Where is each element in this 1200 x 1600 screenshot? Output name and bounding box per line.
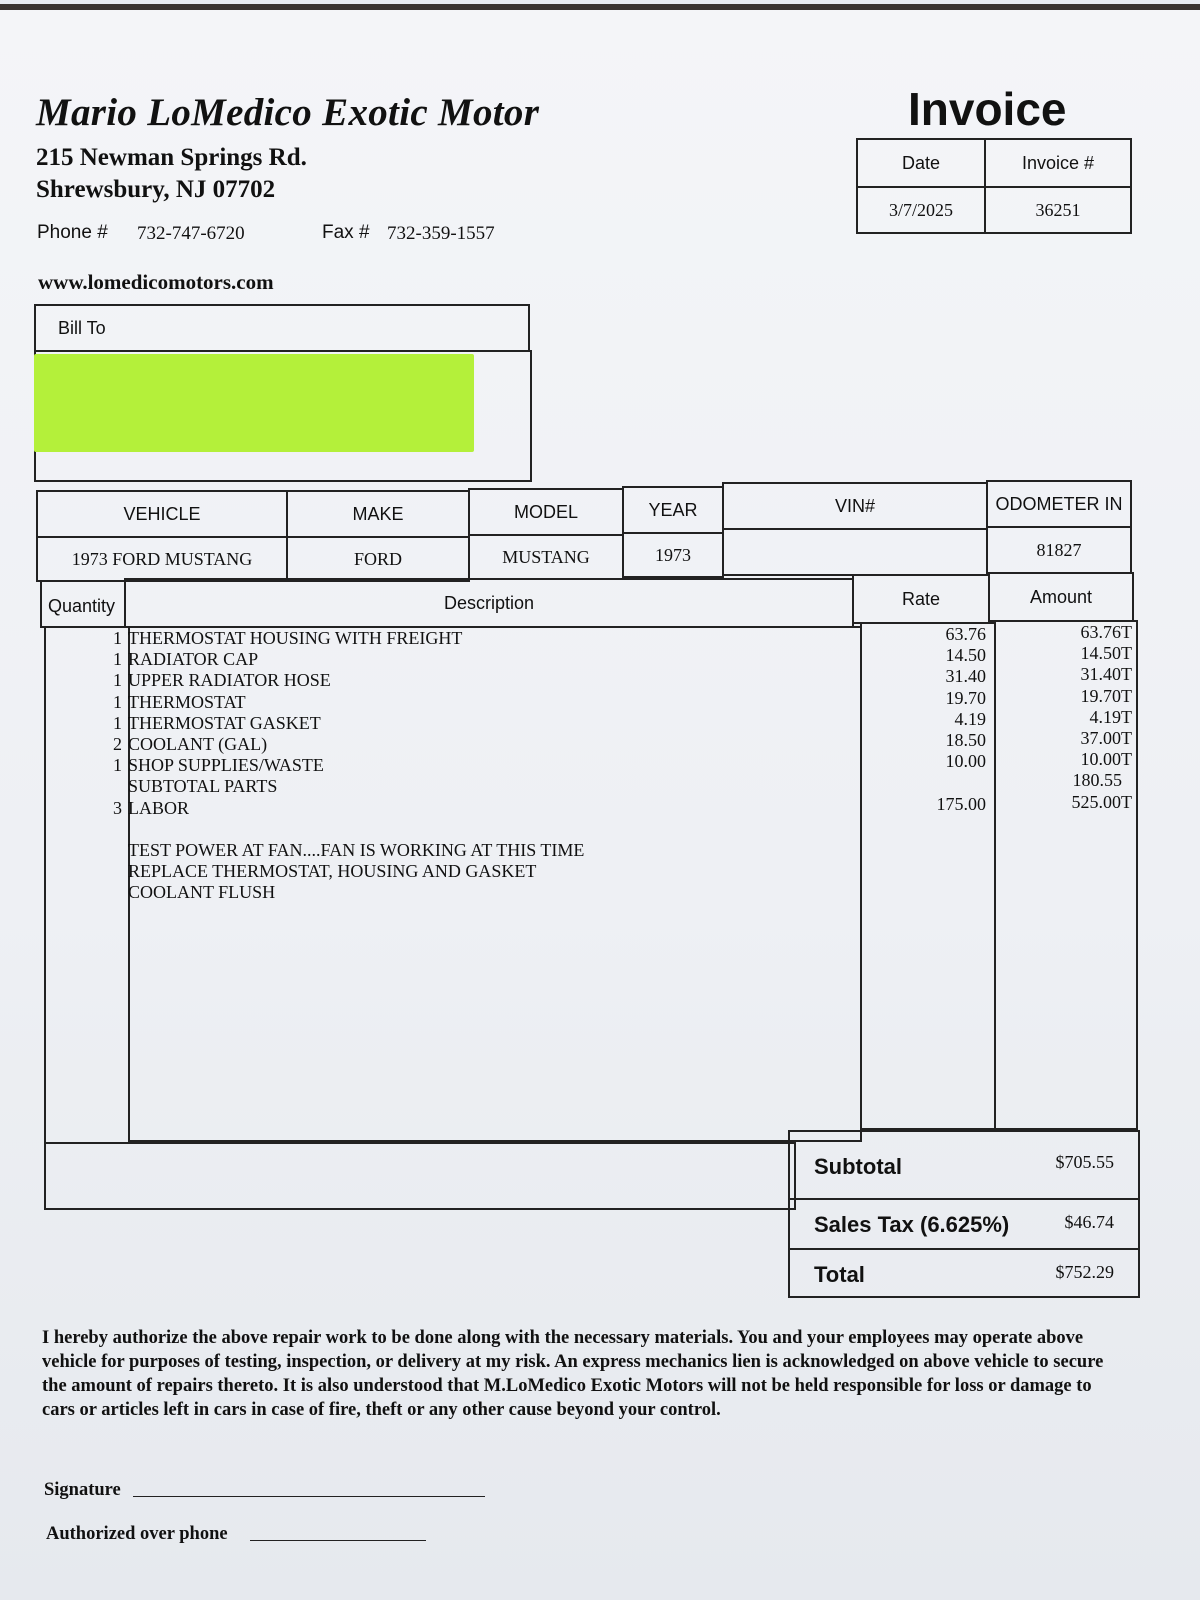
item-desc: THERMOSTAT HOUSING WITH FREIGHT	[128, 628, 463, 648]
odometer-value-cell	[986, 526, 1132, 574]
item-desc: TEST POWER AT FAN....FAN IS WORKING AT THIS TIME	[128, 840, 585, 861]
model-header: MODEL	[513, 501, 578, 522]
year-value-cell	[622, 532, 724, 578]
date-header-cell	[856, 138, 986, 188]
company-name: Mario LoMedico Exotic Motor	[36, 91, 540, 134]
total-label: Total	[814, 1262, 865, 1287]
item-amount: 63.76T	[1080, 622, 1132, 642]
sales-tax-label: Sales Tax (6.625%)	[814, 1212, 1010, 1237]
item-qty: 1	[113, 755, 122, 776]
item-desc: COOLANT FLUSH	[128, 882, 276, 903]
item-qty: 1	[113, 691, 122, 712]
phone-label: Phone #	[37, 222, 108, 243]
item-desc: THERMOSTAT GASKET	[128, 712, 321, 733]
model-value: MUSTANG	[502, 546, 590, 567]
make-header: MAKE	[352, 503, 404, 524]
item-rate: 10.00	[945, 751, 986, 772]
fax-label: Fax #	[322, 222, 370, 243]
item-rate: 31.40	[945, 666, 986, 687]
signature-line[interactable]	[133, 1496, 485, 1497]
item-desc: SHOP SUPPLIES/WASTE	[128, 755, 324, 776]
amount-lines	[996, 622, 1132, 813]
authorization-terms: I hereby authorize the above repair work to be done along with the necessary materials. You and your employees may operate above vehicle for purposes of testing, inspection, or delivery at my risk. An express mechanics lien is acknowledged on above vehicle to secure the amount of repairs thereto. It is also understood that M.LoMedico Exotic Motors will not be held responsible for loss or damage to cars or articles left in cars in case of fire, theft or any other cause beyond your control.	[42, 1328, 1104, 1420]
signature-label: Signature	[44, 1480, 121, 1500]
item-rate: 63.76	[945, 624, 986, 644]
authorized-over-phone-line[interactable]	[250, 1540, 426, 1541]
description-lines	[128, 628, 848, 904]
invoice-number-header-cell	[984, 138, 1132, 188]
vin-value-cell	[722, 528, 988, 576]
total-cell	[788, 1248, 1140, 1298]
invoice-page	[0, 4, 1200, 1600]
item-amount: 14.50T	[1080, 643, 1132, 664]
amount-header: Amount	[1029, 586, 1093, 607]
item-qty: 2	[113, 734, 122, 755]
company-address-line2: Shrewsbury, NJ 07702	[36, 176, 276, 203]
rate-lines	[862, 624, 986, 815]
bill-to-label: Bill To	[58, 318, 106, 338]
vin-header: VIN#	[834, 495, 876, 516]
authorized-over-phone-label: Authorized over phone	[46, 1524, 228, 1544]
item-desc: THERMOSTAT	[128, 691, 246, 712]
item-qty: 1	[113, 712, 122, 733]
item-qty: 1	[113, 649, 122, 670]
item-desc: UPPER RADIATOR HOSE	[128, 670, 331, 691]
odometer-header-cell	[986, 480, 1132, 528]
item-qty: 1	[113, 670, 122, 691]
invoice-date: 3/7/2025	[888, 199, 953, 220]
vehicle-value: 1973 FORD MUSTANG	[71, 548, 253, 569]
total-value: $752.29	[1055, 1262, 1114, 1282]
item-amount: 525.00T	[1071, 791, 1132, 812]
item-rate	[862, 772, 986, 793]
quantity-header: Quantity	[48, 596, 116, 616]
item-amount: 10.00T	[1080, 749, 1132, 770]
model-header-cell	[468, 488, 624, 536]
date-label: Date	[901, 152, 941, 173]
subtotal-value: $705.55	[1055, 1152, 1114, 1172]
year-header-cell	[622, 486, 724, 534]
quantity-header-cell	[40, 580, 126, 628]
item-rate: 18.50	[945, 730, 986, 751]
rate-header: Rate	[901, 588, 941, 609]
make-header-cell	[286, 490, 470, 538]
vehicle-header: VEHICLE	[123, 503, 201, 524]
sales-tax-cell	[788, 1198, 1140, 1250]
item-amount: 31.40T	[1080, 664, 1132, 685]
item-desc: RADIATOR CAP	[128, 649, 259, 670]
year-header: YEAR	[648, 499, 698, 520]
make-value: FORD	[353, 548, 402, 569]
subtotal-cell	[788, 1130, 1140, 1200]
item-desc: REPLACE THERMOSTAT, HOUSING AND GASKET	[128, 861, 537, 882]
invoice-number-label: Invoice #	[1021, 152, 1095, 173]
odometer-header: ODOMETER IN	[995, 493, 1123, 514]
rate-header-cell	[852, 574, 990, 624]
subtotal-label: Subtotal	[814, 1154, 902, 1179]
item-desc: COOLANT (GAL)	[128, 734, 268, 755]
item-amount: 180.55	[1072, 770, 1122, 791]
odometer-value: 81827	[1036, 539, 1082, 560]
vehicle-header-cell	[36, 490, 288, 538]
phone-number: 732-747-6720	[137, 223, 245, 244]
item-amount: 19.70T	[1080, 685, 1132, 706]
item-desc: LABOR	[128, 797, 190, 818]
item-amount: 37.00T	[1080, 728, 1132, 749]
item-rate: 4.19	[954, 708, 986, 729]
bill-to-header-cell	[34, 304, 530, 352]
item-rate: 19.70	[945, 687, 986, 708]
notes-box	[44, 1142, 796, 1210]
item-qty: 1	[113, 628, 122, 648]
date-value-cell	[856, 186, 986, 234]
item-desc	[128, 819, 848, 840]
invoice-number: 36251	[1035, 199, 1081, 220]
redaction-mark	[34, 354, 474, 452]
fax-number: 732-359-1557	[387, 223, 495, 244]
sales-tax-value: $46.74	[1064, 1212, 1114, 1232]
vehicle-value-cell	[36, 536, 288, 582]
item-qty	[44, 776, 122, 797]
background-strip	[0, 4, 1200, 10]
year-value: 1973	[655, 544, 691, 565]
description-header-cell	[124, 578, 854, 628]
invoice-title: Invoice	[908, 83, 1067, 135]
model-value-cell	[468, 534, 624, 580]
description-header: Description	[443, 592, 535, 613]
company-address-line1: 215 Newman Springs Rd.	[36, 144, 307, 171]
invoice-number-value-cell	[984, 186, 1132, 234]
make-value-cell	[286, 536, 470, 582]
item-rate: 175.00	[936, 793, 986, 814]
quantity-lines	[44, 628, 122, 819]
item-desc: SUBTOTAL PARTS	[128, 776, 278, 797]
company-website: www.lomedicomotors.com	[38, 270, 274, 294]
item-qty: 3	[113, 797, 122, 818]
item-rate: 14.50	[945, 645, 986, 666]
vin-header-cell	[722, 482, 988, 530]
item-amount: 4.19T	[1089, 706, 1132, 727]
amount-header-cell	[988, 572, 1134, 622]
